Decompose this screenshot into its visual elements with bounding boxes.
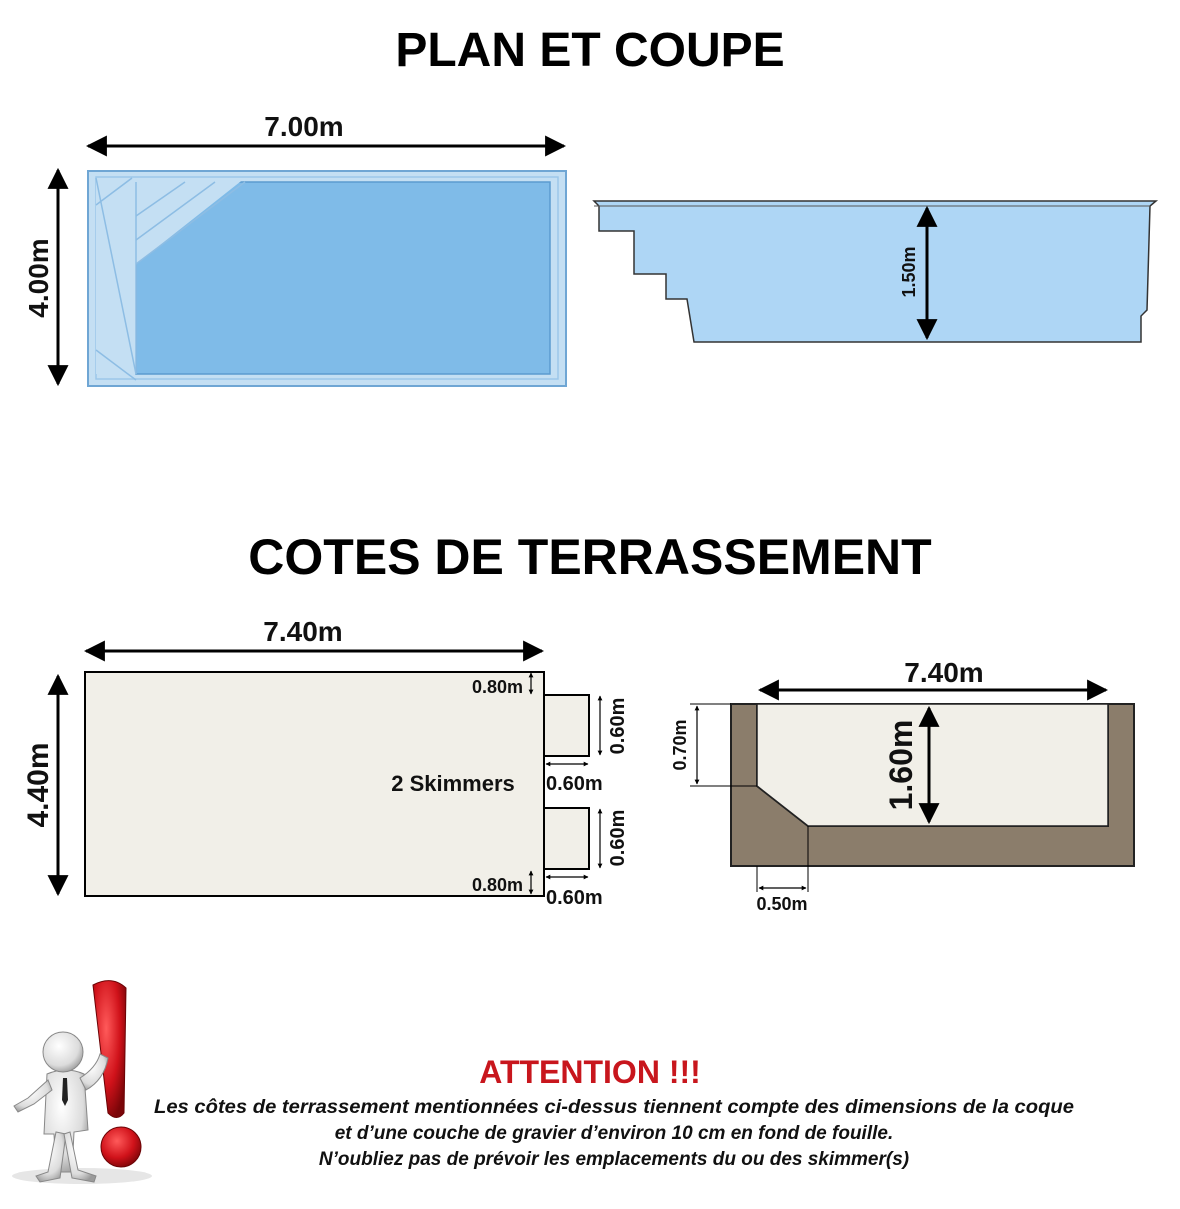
excavation-depth-label: 1.60m [883, 719, 919, 811]
bottom-offset-label: 0.80m [471, 875, 523, 895]
skimmers-label: 2 Skimmers [391, 771, 515, 796]
excavation-title: COTES DE TERRASSEMENT [248, 529, 932, 585]
warning-line-2: et d’une couche de gravier d’environ 10 cm en fond de fouille. [334, 1123, 894, 1144]
excavation-length-label: 7.40m [263, 616, 343, 647]
warning-line-3: N’oubliez pas de prévoir les emplacements du ou des skimmer(s) [318, 1149, 910, 1170]
plan-width-label: 4.00m [23, 238, 54, 318]
pool-plan-view [23, 111, 566, 386]
warning-title: ATTENTION !!! [479, 1054, 701, 1090]
pool-section-shape [594, 201, 1156, 342]
excavation-width-label: 4.40m [22, 742, 55, 828]
plan-length-label: 7.00m [264, 111, 344, 142]
plan-title: PLAN ET COUPE [395, 24, 785, 77]
skimmer1-height-label: 0.60m [607, 697, 629, 755]
excavation-void [757, 704, 1108, 826]
person-leaning-on-exclamation-icon [12, 981, 152, 1184]
skimmer-pit-2 [544, 808, 589, 869]
excavation-plan-view [22, 616, 629, 909]
skimmer2-height-label: 0.60m [607, 809, 629, 867]
skimmer1-width-label: 0.60m [546, 773, 603, 795]
warning-line-1: Les côtes de terrassement mentionnées ci-dessus tiennent compte des dimensions de la coque [154, 1097, 1075, 1118]
skimmer2-width-label: 0.60m [546, 887, 603, 909]
section-length-label: 7.40m [904, 657, 984, 688]
top-offset-label: 0.80m [471, 677, 523, 697]
skimmer-pit-1 [544, 695, 589, 756]
step-width-label: 0.50m [756, 894, 808, 914]
section-depth-label: 1.50m [899, 246, 919, 298]
excavation-section-view [670, 657, 1134, 914]
shallow-depth-label: 0.70m [670, 719, 690, 771]
pool-section-view [594, 201, 1156, 342]
